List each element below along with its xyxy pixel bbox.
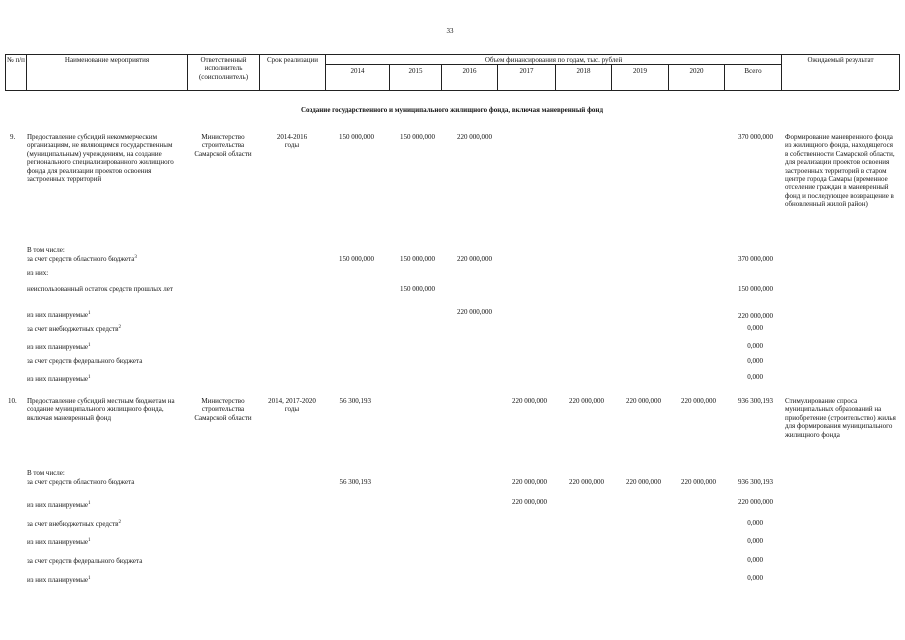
item-9-result: Формирование маневренного фонда из жилищного фонда, находящегося в собственности Самарской области, для реализации проектов освоения застроенных территорий в старом центре города Самары (временное отселение граждан в маневренный фонд и последующее возвращение в обновленный жилой район) bbox=[785, 133, 895, 209]
item-10-regional-label: за счет средств областного бюджета bbox=[27, 478, 135, 486]
item-9-2014: 150 000,000 bbox=[339, 133, 374, 141]
item-10-incl-label: В том числе: bbox=[27, 469, 65, 477]
header-year-2019: 2019 bbox=[633, 67, 647, 75]
footnote-2: 2 bbox=[118, 520, 121, 525]
footnote-3: 3 bbox=[134, 255, 137, 260]
section-title: Создание государственного и муниципального жилищного фонда, включая маневренный фонд bbox=[300, 106, 604, 114]
footnote-1: 1 bbox=[88, 375, 91, 380]
item-9-num: 9. bbox=[10, 133, 16, 141]
item-9-federal-planned-label: из них планируемые bbox=[27, 375, 89, 383]
item-10-planned-total: 220 000,000 bbox=[738, 498, 773, 506]
item-9-name: Предоставление субсидий некоммерческим организациям, не являющимся государственным (муниципальным) учреждениям, на создание регионального специализированного жилищного фонда для реализации проектов освоения застроенных территорий bbox=[27, 133, 174, 184]
header-year-2015: 2015 bbox=[408, 67, 423, 75]
header-responsible: Ответственный исполнитель (соисполнитель) bbox=[198, 56, 249, 81]
item-9-federal-label: за счет средств федерального бюджета bbox=[27, 357, 143, 365]
item-9-regional-2015: 150 000,000 bbox=[400, 255, 435, 263]
item-9-planned-total: 220 000,000 bbox=[738, 312, 773, 320]
item-10-federal-planned-total: 0,000 bbox=[747, 574, 763, 582]
item-10-regional-2014: 56 300,193 bbox=[339, 478, 371, 486]
item-9-planned-2016: 220 000,000 bbox=[457, 308, 492, 316]
item-9-extra-planned-label: из них планируемые bbox=[27, 343, 89, 351]
item-10-regional-2020: 220 000,000 bbox=[681, 478, 716, 486]
item-10-responsible: Министерство строительства Самарской области bbox=[194, 397, 252, 422]
header-year-2018: 2018 bbox=[576, 67, 591, 75]
item-10-federal-planned-label: из них планируемые bbox=[27, 576, 89, 584]
item-9-regional-2014: 150 000,000 bbox=[339, 255, 374, 263]
header-total: Всего bbox=[744, 67, 762, 75]
item-10-regional-2018: 220 000,000 bbox=[569, 478, 604, 486]
item-10-federal-label: за счет средств федерального бюджета bbox=[27, 557, 143, 565]
item-9-responsible: Министерство строительства Самарской области bbox=[194, 133, 252, 158]
item-9-extra-label: за счет внебюджетных средств bbox=[27, 325, 119, 333]
item-9-extra-total: 0,000 bbox=[747, 324, 763, 332]
item-9-federal-planned-total: 0,000 bbox=[747, 373, 763, 381]
item-9-of-them: из них: bbox=[27, 269, 49, 277]
item-10-2019: 220 000,000 bbox=[626, 397, 661, 405]
footnote-1: 1 bbox=[88, 343, 91, 348]
item-9-total: 370 000,000 bbox=[738, 133, 773, 141]
header-year-2020: 2020 bbox=[689, 67, 704, 75]
header-year-2017: 2017 bbox=[519, 67, 534, 75]
item-10-total: 936 300,193 bbox=[738, 397, 773, 405]
item-9-regional-2016: 220 000,000 bbox=[457, 255, 492, 263]
item-10-2018: 220 000,000 bbox=[569, 397, 604, 405]
item-9-period: 2014-2016 годы bbox=[276, 133, 308, 150]
header-funding: Объем финансирования по годам, тыс. рублей bbox=[484, 56, 623, 64]
item-9-2016: 220 000,000 bbox=[457, 133, 492, 141]
item-9-regional-total: 370 000,000 bbox=[738, 255, 773, 263]
item-10-extra-label: за счет внебюджетных средств bbox=[27, 520, 119, 528]
item-10-regional-2017: 220 000,000 bbox=[512, 478, 547, 486]
item-10-name: Предоставление субсидий местным бюджетам на создание муниципального жилищного фонда, включая маневренный фонд bbox=[27, 397, 175, 422]
item-9-unused-2015: 150 000,000 bbox=[400, 285, 435, 293]
footnote-1: 1 bbox=[88, 538, 91, 543]
header-num: № п/п bbox=[7, 56, 25, 64]
item-9-2015: 150 000,000 bbox=[400, 133, 435, 141]
item-10-regional-2019: 220 000,000 bbox=[626, 478, 661, 486]
item-10-planned-label: из них планируемые bbox=[27, 501, 89, 509]
item-10-extra-planned-total: 0,000 bbox=[747, 537, 763, 545]
item-9-planned-label: из них планируемые bbox=[27, 311, 89, 319]
item-10-extra-total: 0,000 bbox=[747, 519, 763, 527]
footnote-1: 1 bbox=[88, 576, 91, 581]
item-10-regional-total: 936 300,193 bbox=[738, 478, 773, 486]
item-9-unused-total: 150 000,000 bbox=[738, 285, 773, 293]
item-9-extra-planned-total: 0,000 bbox=[747, 342, 763, 350]
item-10-num: 10. bbox=[8, 397, 17, 405]
item-10-2014: 56 300,193 bbox=[339, 397, 371, 405]
item-10-2020: 220 000,000 bbox=[681, 397, 716, 405]
header-result: Ожидаемый результат bbox=[807, 56, 874, 64]
item-10-period: 2014, 2017-2020 годы bbox=[268, 397, 316, 414]
footnote-2: 2 bbox=[118, 325, 121, 330]
header-year-2014: 2014 bbox=[350, 67, 365, 75]
item-9-unused-label: неиспользованный остаток средств прошлых лет bbox=[27, 285, 173, 293]
item-9-federal-total: 0,000 bbox=[747, 357, 763, 365]
item-10-federal-total: 0,000 bbox=[747, 556, 763, 564]
page-number: 33 bbox=[446, 27, 454, 35]
item-9-regional-row bbox=[27, 255, 137, 263]
footnote-1: 1 bbox=[88, 311, 91, 316]
item-10-result: Стимулирование спроса муниципальных образований на приобретение (строительство) жилья для формирования муниципального жилищного фонда bbox=[785, 397, 896, 439]
item-9-regional-label: за счет средств областного бюджета bbox=[27, 255, 135, 263]
footnote-1: 1 bbox=[88, 501, 91, 506]
item-10-2017: 220 000,000 bbox=[512, 397, 547, 405]
header-period: Срок реализации bbox=[266, 56, 319, 64]
header-year-2016: 2016 bbox=[462, 67, 477, 75]
item-10-planned-2017: 220 000,000 bbox=[512, 498, 547, 506]
item-10-extra-planned-label: из них планируемые bbox=[27, 538, 89, 546]
item-9-incl-label: В том числе: bbox=[27, 246, 65, 254]
header-event: Наименование мероприятия bbox=[64, 56, 150, 64]
